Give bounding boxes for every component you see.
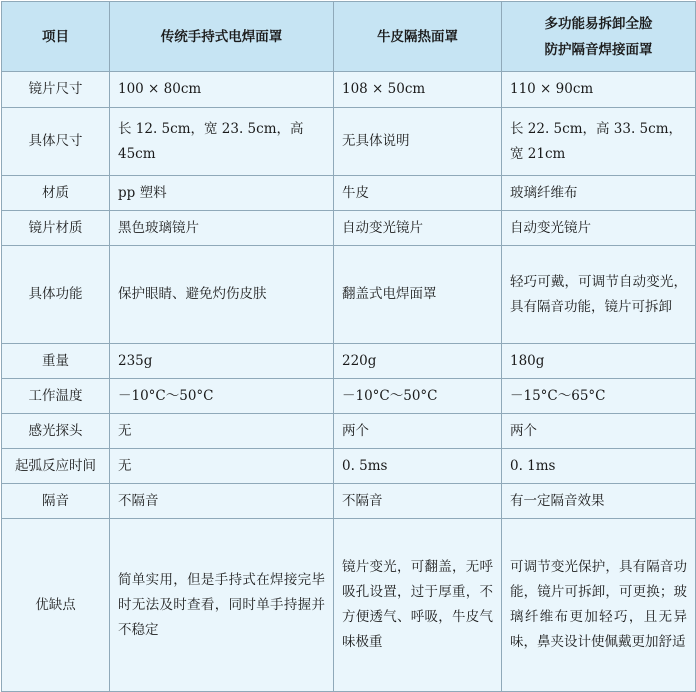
table-row [2, 211, 696, 246]
cell-product-1: 235g [110, 344, 334, 379]
cell-product-2: 镜片变光，可翻盖，无呼吸孔设置，过于厚重，不方便透气、呼吸，牛皮气味极重 [334, 519, 502, 692]
cell-product-1: 不隔音 [110, 484, 334, 519]
header-product-3 [502, 2, 696, 72]
header-product-3-line1: 多功能易拆卸全脸 [544, 15, 653, 32]
row-label: 隔音 [2, 484, 110, 519]
cell-product-2: 108 × 50cm [334, 72, 502, 108]
cell-product-2: 不隔音 [334, 484, 502, 519]
cell-product-1: 黑色玻璃镜片 [110, 211, 334, 246]
row-label: 材质 [2, 176, 110, 211]
cell-product-3: 长 22. 5cm，高 33. 5cm，宽 21cm [502, 108, 696, 176]
cell-product-1: pp 塑料 [110, 176, 334, 211]
cell-product-1: 长 12. 5cm，宽 23. 5cm，高 45cm [110, 108, 334, 176]
row-label: 具体尺寸 [2, 108, 110, 176]
header-item: 项目 [2, 2, 110, 72]
comparison-table [1, 1, 696, 692]
header-product-3-line2: 防护隔音焊接面罩 [544, 41, 653, 58]
table-row [2, 519, 696, 692]
cell-product-3: 180g [502, 344, 696, 379]
table-row [2, 108, 696, 176]
row-label: 起弧反应时间 [2, 449, 110, 484]
header-product-2: 牛皮隔热面罩 [334, 2, 502, 72]
cell-product-1: 无 [110, 449, 334, 484]
table-row [2, 414, 696, 449]
cell-product-3: 两个 [502, 414, 696, 449]
cell-product-2: 0. 5ms [334, 449, 502, 484]
cell-product-1: －10°C～50°C [110, 379, 334, 414]
cell-product-1: 无 [110, 414, 334, 449]
row-label: 重量 [2, 344, 110, 379]
row-label: 镜片材质 [2, 211, 110, 246]
cell-product-2: 两个 [334, 414, 502, 449]
cell-product-3: 0. 1ms [502, 449, 696, 484]
row-label: 镜片尺寸 [2, 72, 110, 108]
cell-product-3: 110 × 90cm [502, 72, 696, 108]
header-product-1: 传统手持式电焊面罩 [110, 2, 334, 72]
cell-product-1: 简单实用，但是手持式在焊接完毕时无法及时查看，同时单手持握并不稳定 [110, 519, 334, 692]
cell-product-3: 自动变光镜片 [502, 211, 696, 246]
cell-product-1: 保护眼睛、避免灼伤皮肤 [110, 246, 334, 344]
row-label: 具体功能 [2, 246, 110, 344]
table-row [2, 344, 696, 379]
cell-product-3: 轻巧可戴，可调节自动变光，具有隔音功能，镜片可拆卸 [502, 246, 696, 344]
table-row [2, 379, 696, 414]
header-row [2, 2, 696, 72]
cell-product-2: 无具体说明 [334, 108, 502, 176]
cell-product-3: －15°C～65°C [502, 379, 696, 414]
cell-product-3: 有一定隔音效果 [502, 484, 696, 519]
cell-product-2: 翻盖式电焊面罩 [334, 246, 502, 344]
table-row [2, 449, 696, 484]
table-row [2, 246, 696, 344]
cell-product-3: 可调节变光保护，具有隔音功能，镜片可拆卸，可更换；玻璃纤维布更加轻巧，且无异味，鼻夹设计使佩戴更加舒适 [502, 519, 696, 692]
row-label: 感光探头 [2, 414, 110, 449]
cell-product-3: 玻璃纤维布 [502, 176, 696, 211]
table-row [2, 484, 696, 519]
cell-product-1: 100 × 80cm [110, 72, 334, 108]
row-label: 工作温度 [2, 379, 110, 414]
cell-product-2: 220g [334, 344, 502, 379]
cell-product-2: －10°C～50°C [334, 379, 502, 414]
row-label: 优缺点 [2, 519, 110, 692]
cell-product-2: 牛皮 [334, 176, 502, 211]
cell-product-2: 自动变光镜片 [334, 211, 502, 246]
table-row [2, 72, 696, 108]
table-row [2, 176, 696, 211]
